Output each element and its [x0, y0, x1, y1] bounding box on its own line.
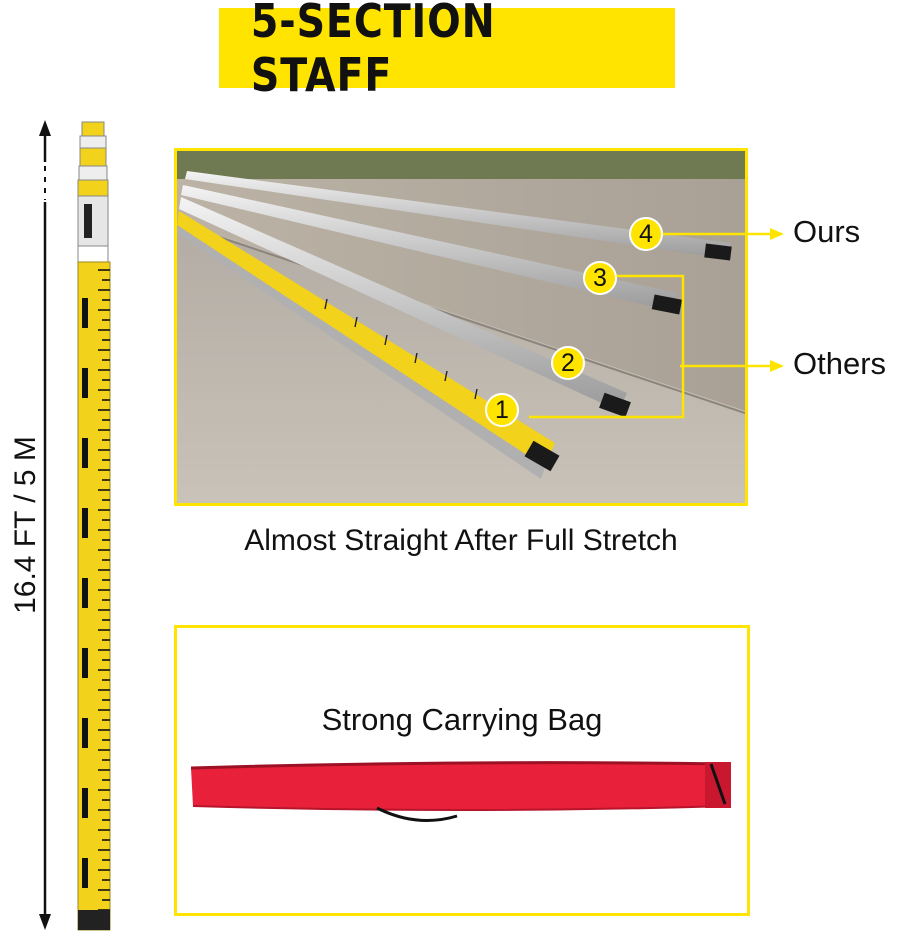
ours-label: Ours	[793, 214, 861, 249]
height-label: 16.4 FT / 5 M	[9, 436, 42, 614]
straightness-caption: Almost Straight After Full Stretch	[244, 524, 678, 557]
marker-4: 4	[629, 217, 663, 251]
bag-caption: Strong Carrying Bag	[321, 702, 603, 737]
carrying-bag-illustration	[187, 756, 737, 836]
page-title: 5-SECTION STAFF	[250, 0, 496, 102]
marker-2: 2	[551, 346, 585, 380]
bag-panel	[174, 625, 750, 916]
marker-1: 1	[485, 393, 519, 427]
marker-3: 3	[583, 261, 617, 295]
others-label: Others	[793, 346, 887, 381]
